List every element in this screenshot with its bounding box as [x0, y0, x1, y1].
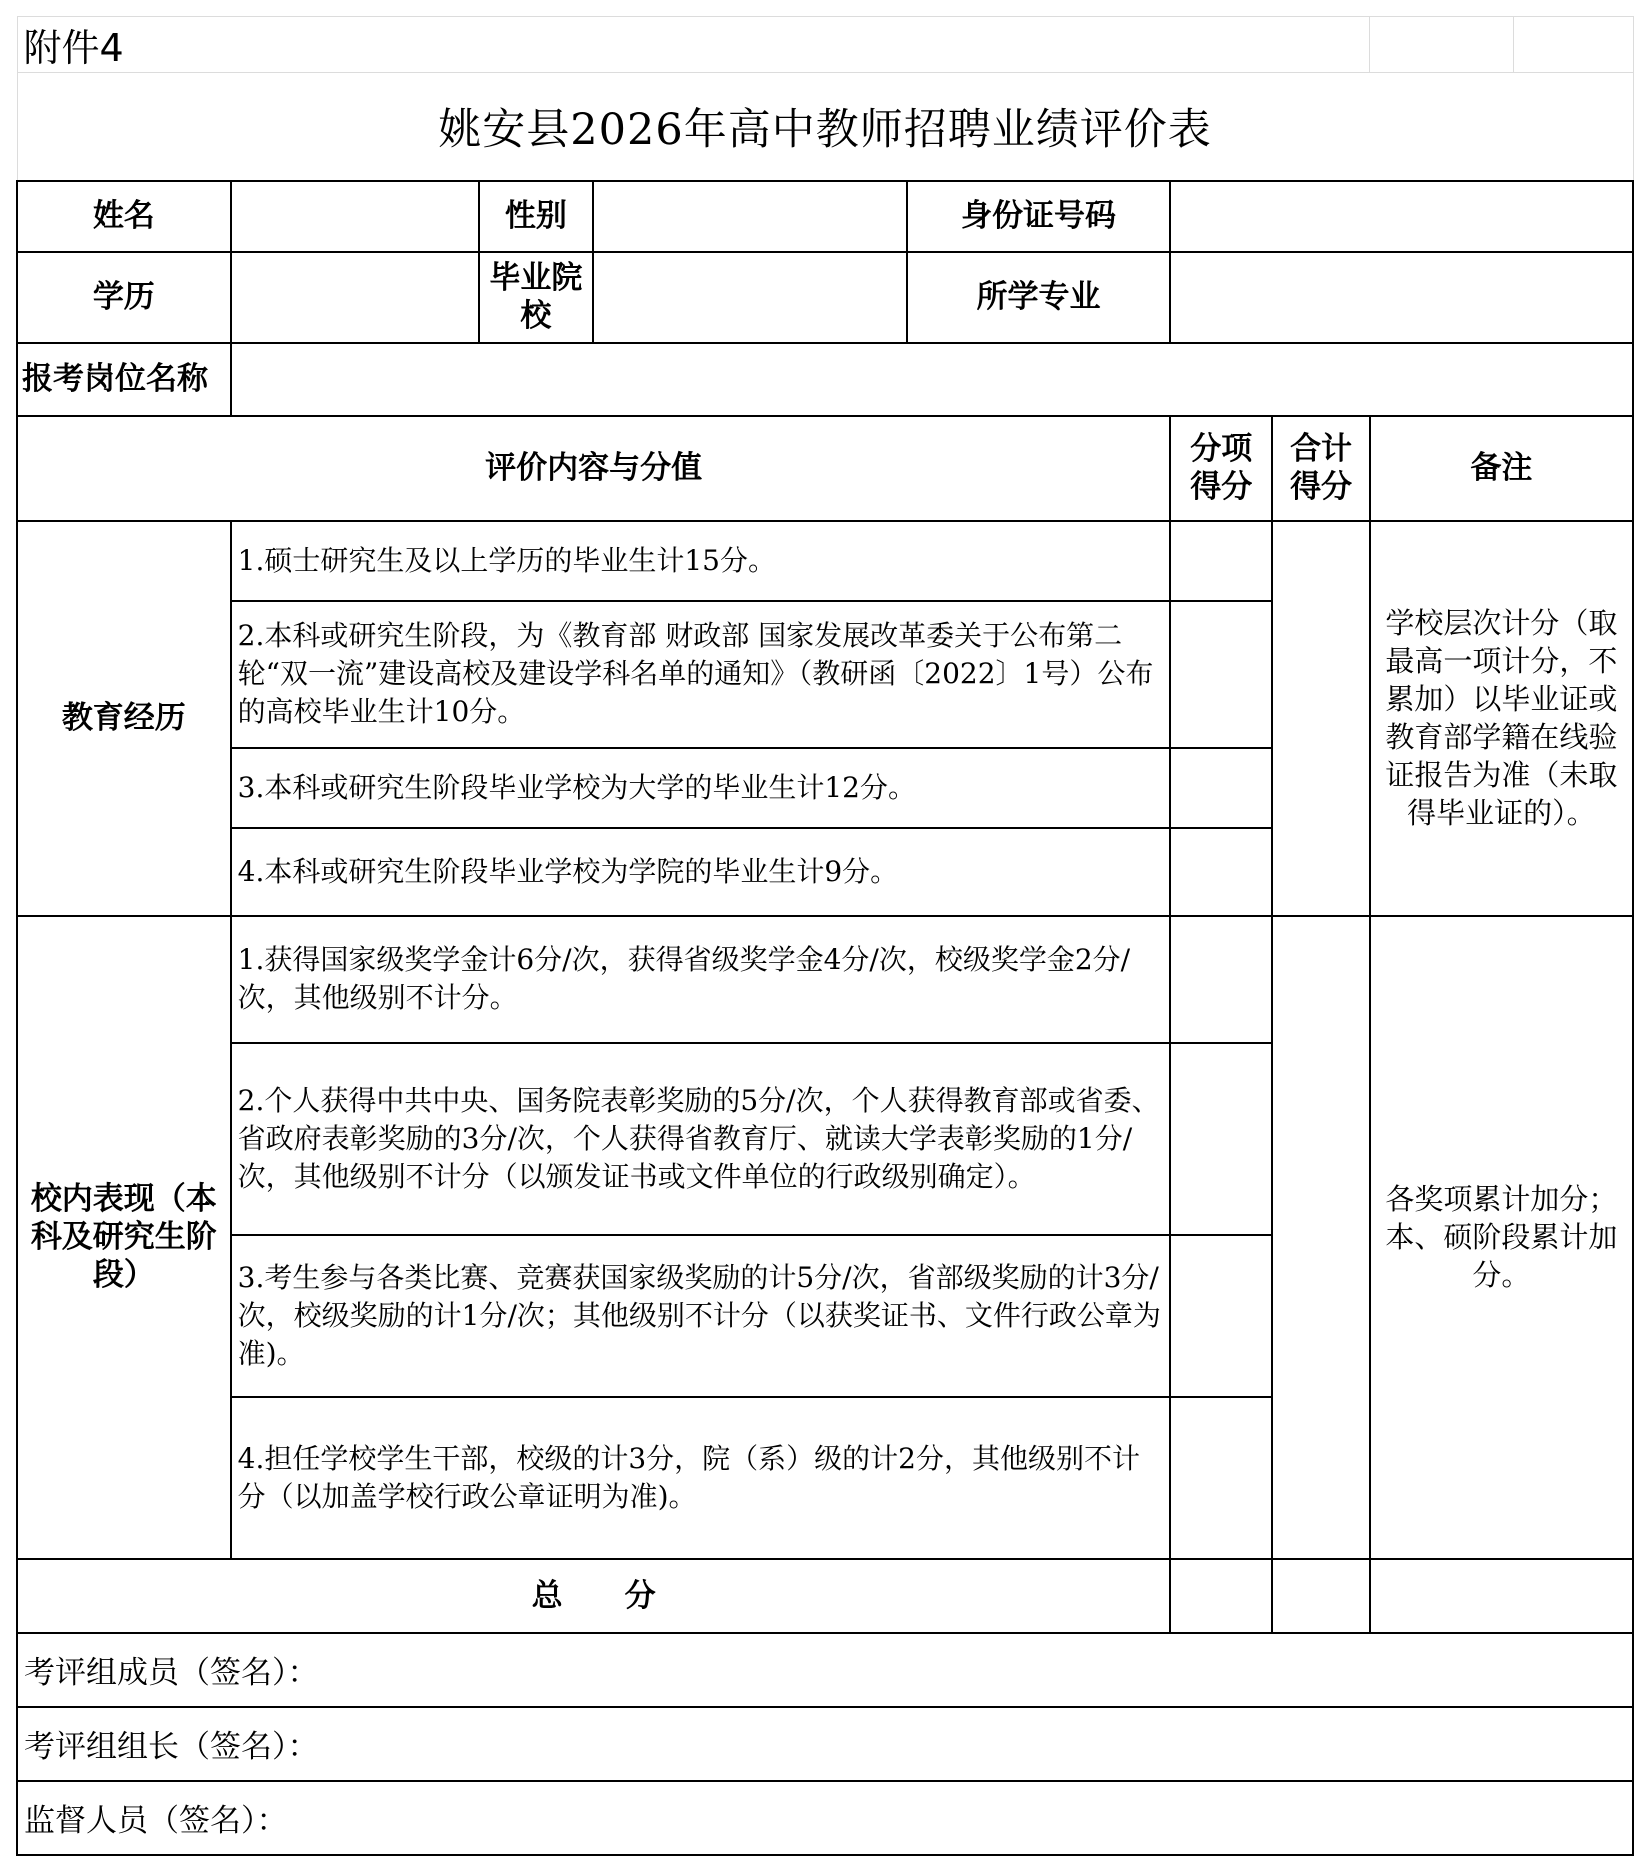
criterion-item: 4.担任学校学生干部，校级的计3分，院（系）级的计2分，其他级别不计分（以加盖学校行政公章证明为准)。	[231, 1397, 1171, 1559]
position-label: 报考岗位名称	[17, 343, 231, 416]
graduate-school-label: 毕业院校	[479, 252, 593, 343]
graduate-school-field[interactable]	[593, 252, 907, 343]
item-score-field[interactable]	[1170, 1235, 1272, 1397]
item-score-field[interactable]	[1170, 916, 1272, 1043]
major-field[interactable]	[1170, 252, 1633, 343]
total-remarks-field[interactable]	[1370, 1559, 1633, 1633]
total-item-score-field[interactable]	[1170, 1559, 1272, 1633]
education-field[interactable]	[231, 252, 479, 343]
evaluation-sheet	[16, 16, 1634, 1856]
panel-members-signature[interactable]: 考评组成员（签名）：	[17, 1633, 1633, 1707]
criterion-item: 4.本科或研究生阶段毕业学校为学院的毕业生计9分。	[231, 828, 1171, 916]
criterion-item: 3.考生参与各类比赛、竞赛获国家级奖励的计5分/次，省部级奖励的计3分/次，校级奖励的计1分/次；其他级别不计分（以获奖证书、文件行政公章为准)。	[231, 1235, 1171, 1397]
criterion-item: 3.本科或研究生阶段毕业学校为大学的毕业生计12分。	[231, 748, 1171, 828]
item-score-field[interactable]	[1170, 748, 1272, 828]
attachment-label: 附件4	[17, 17, 1370, 73]
total-score-header: 合计得分	[1272, 416, 1369, 521]
item-score-field[interactable]	[1170, 601, 1272, 748]
criterion-item: 2.个人获得中共中央、国务院表彰奖励的5分/次，个人获得教育部或省委、省政府表彰奖励的3分/次，个人获得省教育厅、就读大学表彰奖励的1分/次，其他级别不计分（以颁发证书或文件单位的行政级别确定）。	[231, 1043, 1171, 1235]
section-education-label: 教育经历	[17, 521, 231, 916]
gender-label: 性别	[479, 181, 593, 252]
criterion-item: 1.硕士研究生及以上学历的毕业生计15分。	[231, 521, 1171, 601]
total-score-field[interactable]	[1272, 916, 1369, 1559]
eval-content-header: 评价内容与分值	[17, 416, 1170, 521]
item-score-field[interactable]	[1170, 828, 1272, 916]
name-field[interactable]	[231, 181, 479, 252]
empty-cell	[1513, 17, 1633, 73]
item-score-field[interactable]	[1170, 521, 1272, 601]
form-title: 姚安县2026年高中教师招聘业绩评价表	[17, 73, 1633, 181]
criterion-item: 1.获得国家级奖学金计6分/次，获得省级奖学金4分/次，校级奖学金2分/次，其他级别不计分。	[231, 916, 1171, 1043]
item-score-header: 分项得分	[1170, 416, 1272, 521]
supervisor-signature[interactable]: 监督人员（签名）：	[17, 1781, 1633, 1855]
id-number-label: 身份证号码	[907, 181, 1170, 252]
position-field[interactable]	[231, 343, 1633, 416]
major-label: 所学专业	[907, 252, 1170, 343]
empty-cell	[1370, 17, 1514, 73]
panel-leader-signature[interactable]: 考评组组长（签名）：	[17, 1707, 1633, 1781]
id-number-field[interactable]	[1170, 181, 1633, 252]
evaluation-form-table	[16, 16, 1634, 1856]
education-label: 学历	[17, 252, 231, 343]
gender-field[interactable]	[593, 181, 907, 252]
grand-total-field[interactable]	[1272, 1559, 1369, 1633]
total-score-field[interactable]	[1272, 521, 1369, 916]
name-label: 姓名	[17, 181, 231, 252]
criterion-item: 2.本科或研究生阶段，为《教育部 财政部 国家发展改革委关于公布第二轮“双一流”建设高校及建设学科名单的通知》（教研函〔2022〕1号）公布的高校毕业生计10分。	[231, 601, 1171, 748]
item-score-field[interactable]	[1170, 1043, 1272, 1235]
remarks-header: 备注	[1370, 416, 1633, 521]
section-note: 各奖项累计加分；本、硕阶段累计加分。	[1370, 916, 1633, 1559]
section-note: 学校层次计分（取最高一项计分，不累加）以毕业证或教育部学籍在线验证报告为准（未取得毕业证的）。	[1370, 521, 1633, 916]
item-score-field[interactable]	[1170, 1397, 1272, 1559]
total-score-label: 总 分	[17, 1559, 1170, 1633]
section-campus-performance-label: 校内表现（本科及研究生阶段）	[17, 916, 231, 1559]
